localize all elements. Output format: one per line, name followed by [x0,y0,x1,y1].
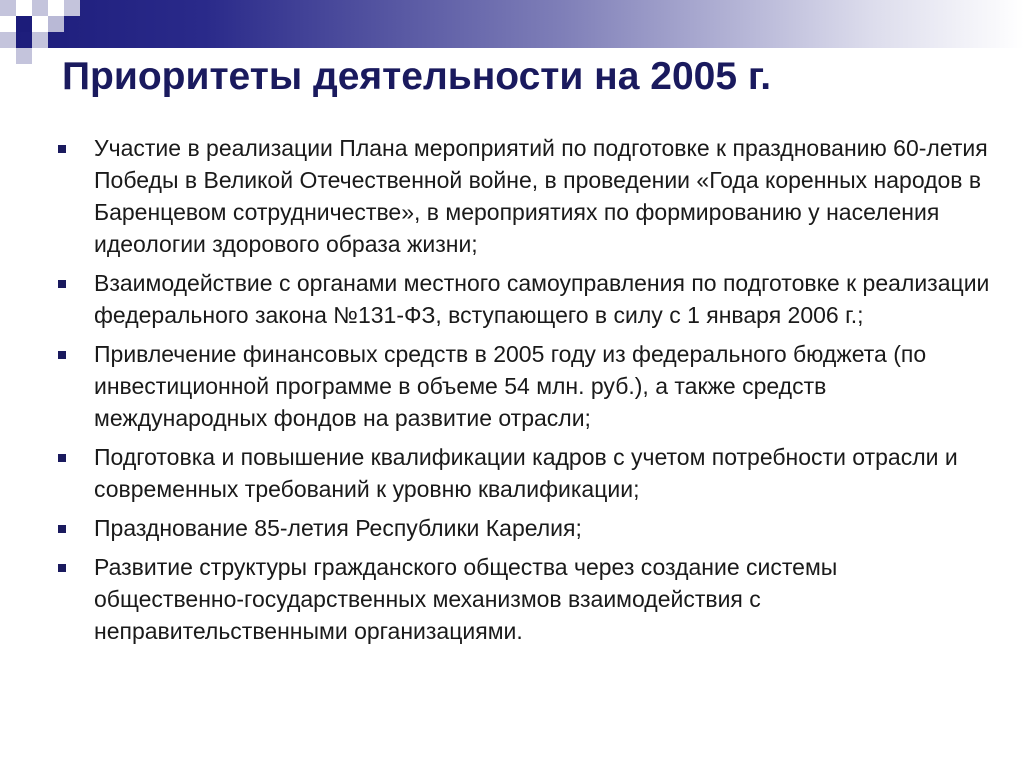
bullet-text: Подготовка и повышение квалификации кадров с учетом потребности отрасли и современных требований к уровню квалификации; [94,444,958,502]
bullet-text: Взаимодействие с органами местного самоуправления по подготовке к реализации федерального закона №131-ФЗ, вступающего в силу с 1 января 2006 г.; [94,270,990,328]
header-gradient-band [0,0,1024,48]
bullet-item [55,132,990,260]
bullet-list [55,132,990,654]
bullet-text: Развитие структуры гражданского общества через создание системы общественно-государственных механизмов взаимодействия с неправительственными организациями. [94,554,838,644]
bullet-item [55,267,990,331]
decor-square [32,32,48,48]
decor-square [32,16,48,32]
slide-title: Приоритеты деятельности на 2005 г. [62,55,772,98]
decor-square [16,16,32,32]
bullet-item [55,551,990,647]
bullet-item [55,441,990,505]
square-bullet-icon [58,280,66,288]
decor-square [48,16,64,32]
decor-square [64,0,80,16]
square-bullet-icon [58,564,66,572]
decor-square [0,16,16,32]
bullet-text: Празднование 85-летия Республики Карелия; [94,515,582,541]
decor-square [32,0,48,16]
square-bullet-icon [58,454,66,462]
square-bullet-icon [58,351,66,359]
decor-square [16,48,32,64]
square-bullet-icon [58,145,66,153]
bullet-text: Участие в реализации Плана мероприятий по подготовке к празднованию 60-летия Победы в Великой Отечественной войне, в проведении «Года коренных народов в Баренцевом сотрудничестве», в мероприятиях по формированию у населения идеологии здорового образа жизни; [94,135,988,257]
bullet-item [55,512,990,544]
square-bullet-icon [58,525,66,533]
decor-square [0,32,16,48]
decor-square [16,0,32,16]
bullet-item [55,338,990,434]
bullet-text: Привлечение финансовых средств в 2005 году из федерального бюджета (по инвестиционной программе в объеме 54 млн. руб.), а также средств международных фондов на развитие отрасли; [94,341,927,431]
decor-square [48,0,64,16]
decor-square [0,0,16,16]
